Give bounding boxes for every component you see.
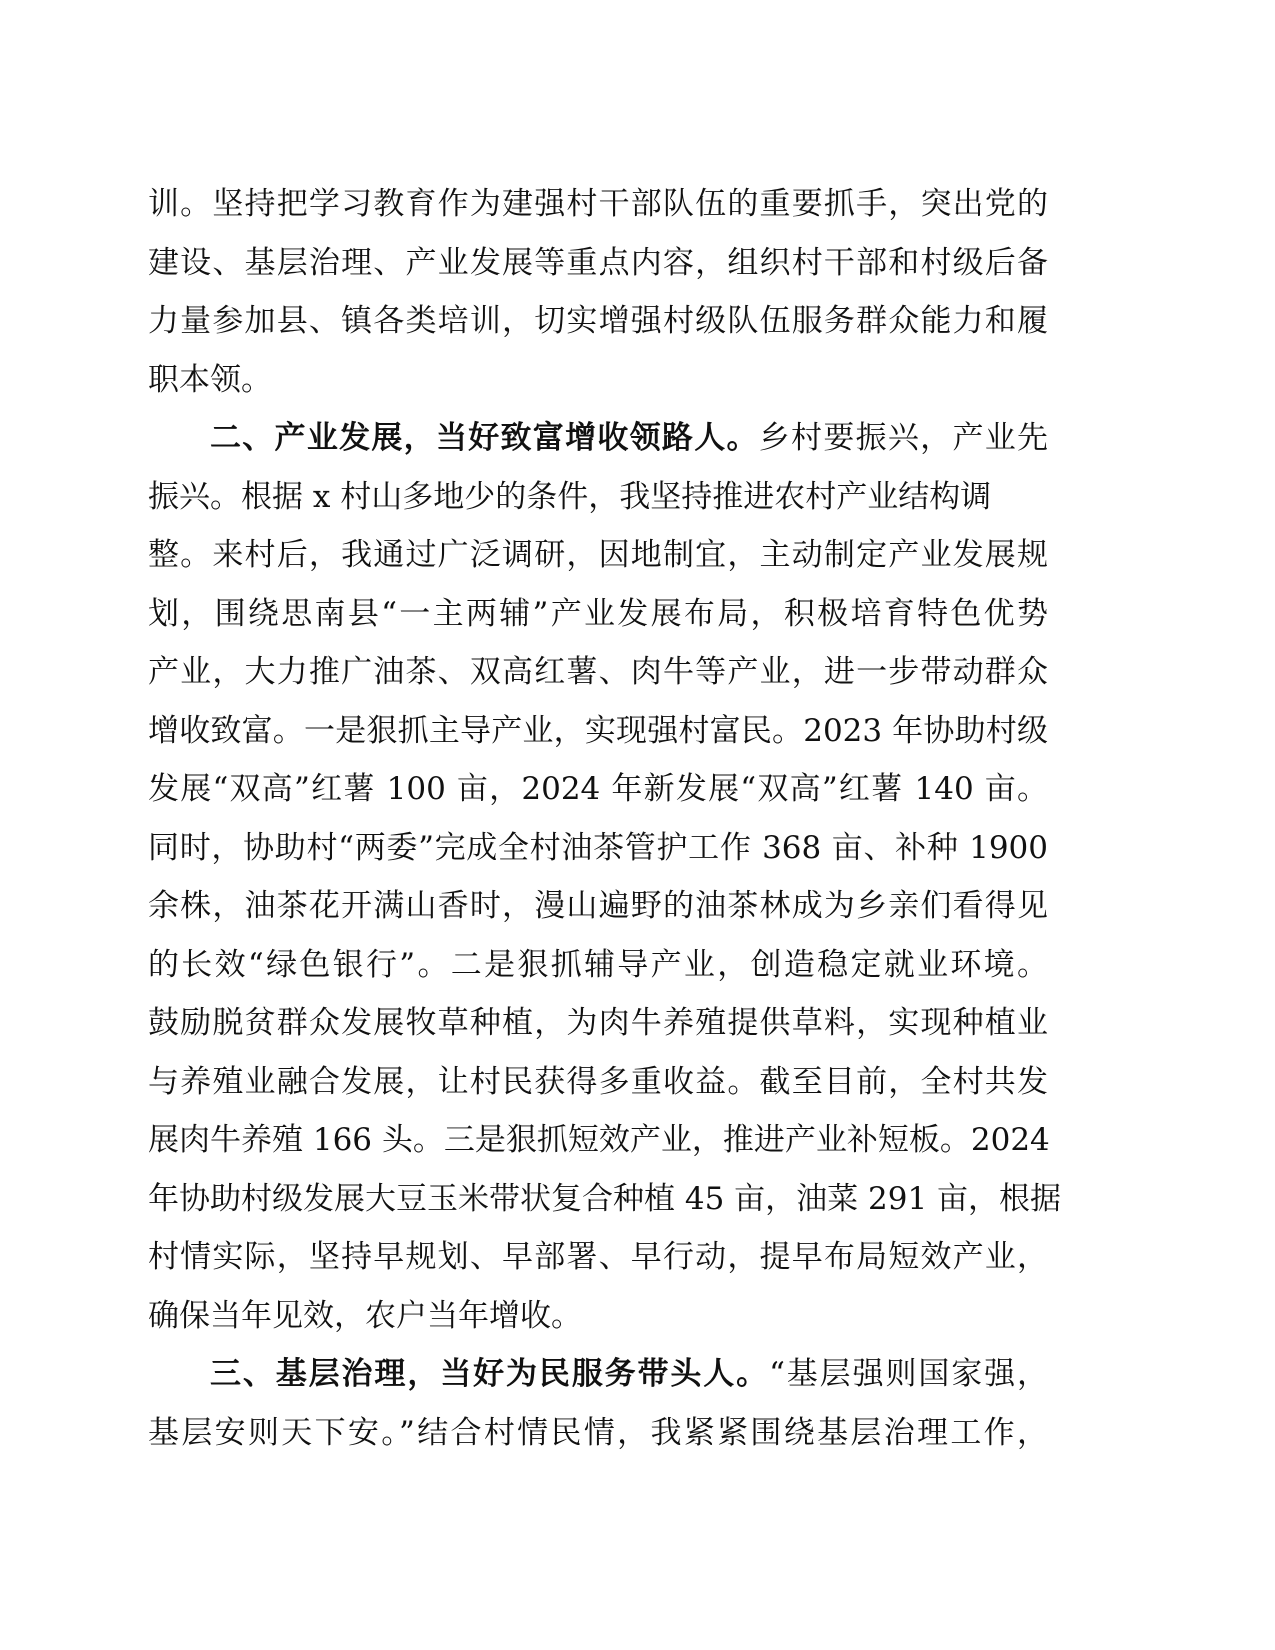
text-line: 训。坚持把学习教育作为建强村干部队伍的重要抓手，突出党的 (148, 186, 1048, 222)
section-heading-line (148, 409, 1048, 468)
section-lead-text: 乡村要振兴，产业先 (758, 420, 1049, 456)
text-line: 鼓励脱贫群众发展牧草种植，为肉牛养殖提供草料，实现种植业 (148, 1005, 1048, 1041)
text-line: 建设、基层治理、产业发展等重点内容，组织村干部和村级后备 (148, 244, 1048, 281)
text-line: 力量参加县、镇各类培训，切实增强村级队伍服务群众能力和履 (148, 303, 1048, 339)
body-text (148, 175, 1062, 1462)
text-line: 年协助村级发展大豆玉米带状复合种植 45 亩，油菜 291 亩，根据 (148, 1180, 1062, 1217)
section-lead-text: “基层强则国家强， (769, 1356, 1048, 1392)
text-line: 发展“双高”红薯 100 亩，2024 年新发展“双高”红薯 140 亩。 (148, 771, 1048, 807)
section-heading: 三、基层治理，当好为民服务带头人。 (210, 1356, 770, 1392)
text-line: 振兴。根据 x 村山多地少的条件，我坚持推进农村产业结构调 (148, 478, 992, 515)
text-line: 基层安则天下安。”结合村情民情，我紧紧围绕基层治理工作， (148, 1414, 1048, 1451)
text-line: 确保当年见效，农户当年增收。 (148, 1297, 582, 1334)
text-line: 划，围绕思南县“一主两辅”产业发展布局，积极培育特色优势 (148, 595, 1048, 632)
section-heading: 二、产业发展，当好致富增收领路人。 (210, 420, 759, 456)
text-line: 的长效“绿色银行”。二是狠抓辅导产业，创造稳定就业环境。 (148, 946, 1048, 983)
text-line: 与养殖业融合发展，让村民获得多重收益。截至目前，全村共发 (148, 1063, 1048, 1100)
text-line: 同时，协助村“两委”完成全村油茶管护工作 368 亩、补种 1900 (148, 829, 1048, 866)
text-line: 余株，油茶花开满山香时，漫山遍野的油茶林成为乡亲们看得见 (148, 888, 1048, 924)
text-line: 整。来村后，我通过广泛调研，因地制宜，主动制定产业发展规 (148, 537, 1048, 573)
text-line: 职本领。 (148, 361, 272, 398)
text-line: 产业，大力推广油茶、双高红薯、肉牛等产业，进一步带动群众 (148, 654, 1048, 690)
section-heading-line (148, 1345, 1048, 1404)
text-line: 村情实际，坚持早规划、早部署、早行动，提早布局短效产业， (148, 1239, 1048, 1275)
text-line: 增收致富。一是狠抓主导产业，实现强村富民。2023 年协助村级 (148, 712, 1048, 749)
text-line: 展肉牛养殖 166 头。三是狠抓短效产业，推进产业补短板。2024 (148, 1122, 1050, 1158)
